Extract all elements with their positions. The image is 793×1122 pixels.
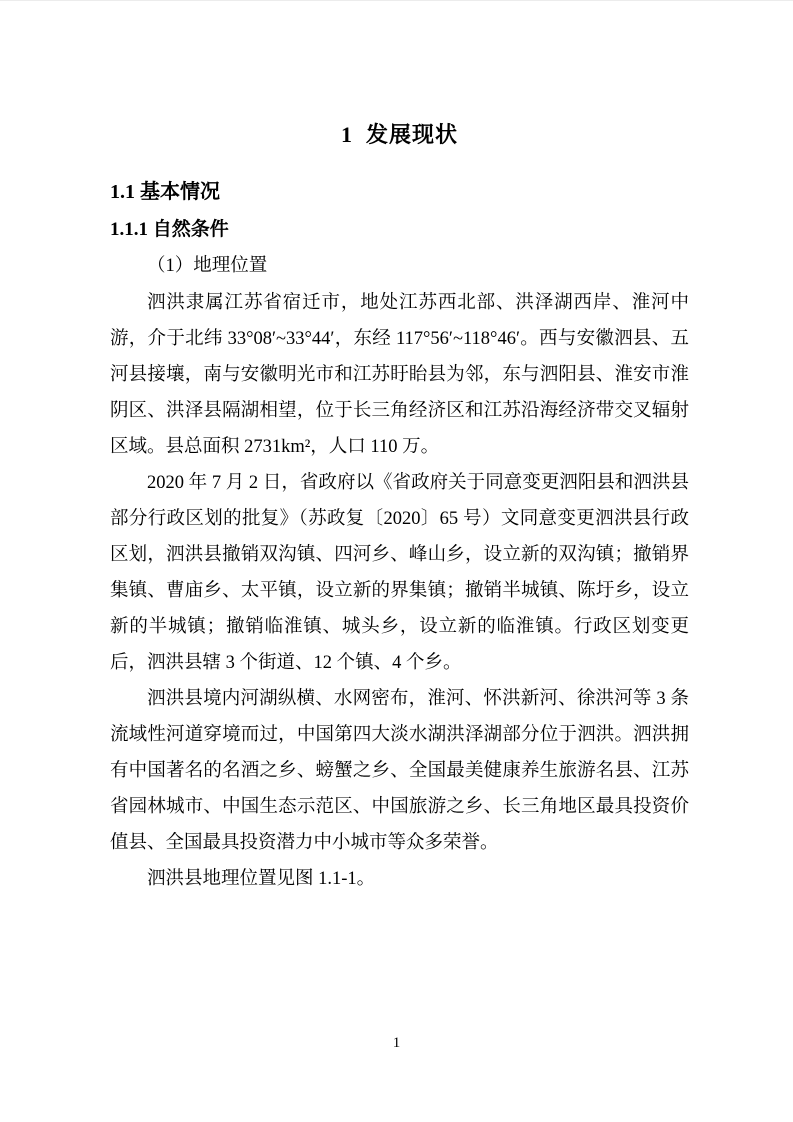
paragraph-administrative-divisions: 2020 年 7 月 2 日，省政府以《省政府关于同意变更泗阳县和泗洪县部分行政区划的批复》（苏政复〔2020〕65 号）文同意变更泗洪县行政区划，泗洪县撤销双沟镇、四河乡、峰山乡，设立新的双沟镇；撤销界集镇、曹庙乡、太平镇，设立新的界集镇；撤销半城镇、陈圩乡，设立新的半城镇；撤销临淮镇、城头乡，设立新的临淮镇。行政区划变更后，泗洪县辖 3 个街道、12 个镇、4 个乡。 xyxy=(110,473,689,673)
section-heading: 1.1 基本情况 xyxy=(110,181,220,203)
page-footer xyxy=(0,1033,793,1053)
list-item-label: （1）地理位置 xyxy=(147,256,268,276)
subsection-heading: 1.1.1 自然条件 xyxy=(110,219,229,240)
paragraph-geographic-location: 泗洪隶属江苏省宿迁市，地处江苏西北部、洪泽湖西岸、淮河中游，介于北纬 33°08′~33°44′，东经 117°56′~118°46′。西与安徽泗县、五河县接壤，南与安徽明光市和江苏盱眙县为邻，东与泗阳县、淮安市淮阴区、洪泽县隔湖相望，位于长三角经济区和江苏沿海经济带交叉辐射区域。县总面积 2731km²，人口 110 万。 xyxy=(110,293,689,457)
paragraph-figure-reference: 泗洪县地理位置见图 1.1-1。 xyxy=(147,869,376,889)
paragraph-rivers-and-honors: 泗洪县境内河湖纵横、水网密布，淮河、怀洪新河、徐洪河等 3 条流域性河道穿境而过，中国第四大淡水湖洪泽湖部分位于泗洪。泗洪拥有中国著名的名酒之乡、螃蟹之乡、全国最美健康养生旅游名县、江苏省园林城市、中国生态示范区、中国旅游之乡、长三角地区最具投资价值县、全国最具投资潜力中小城市等众多荣誉。 xyxy=(110,689,689,853)
page-number: 1 xyxy=(392,1035,401,1051)
chapter-title: 1 发展现状 xyxy=(340,122,458,147)
